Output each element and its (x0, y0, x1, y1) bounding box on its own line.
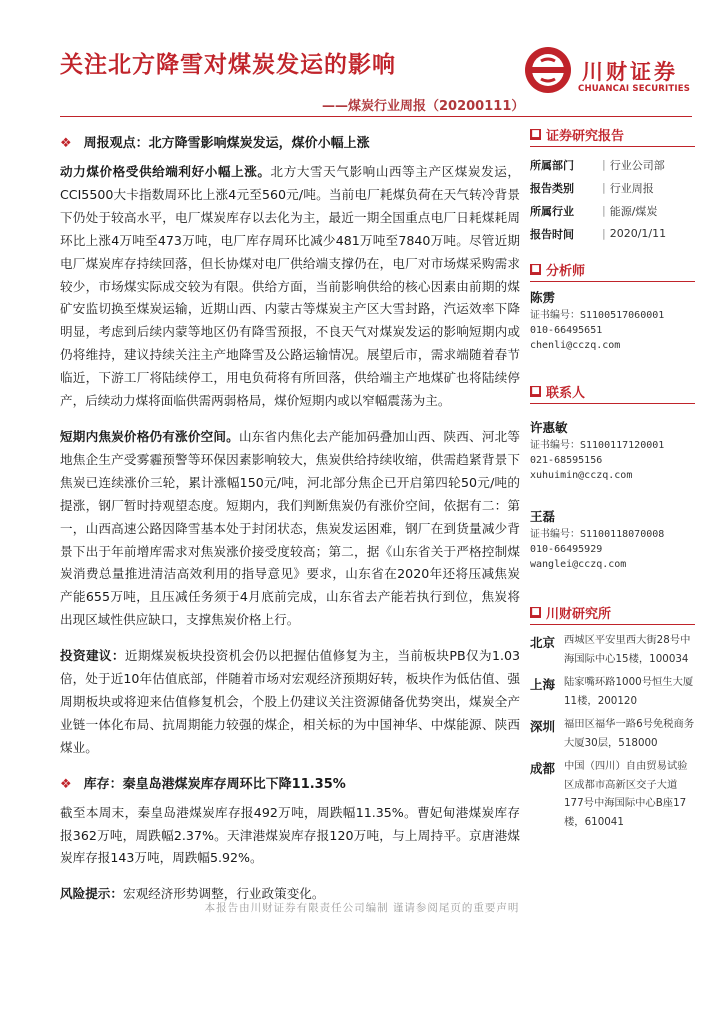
paragraph-lead: 风险提示： (60, 886, 123, 902)
office-address (530, 673, 695, 710)
person-email[interactable]: wanglei@cczq.com (530, 559, 627, 570)
person-phone: 021-68595156 (530, 455, 603, 466)
contact-card (530, 507, 695, 572)
paragraph-inventory: 截至本周末，秦皇岛港煤炭库存报492万吨，周跌幅11.35%。曹妃甸港煤炭库存报362万吨，周跌幅2.37%。天津港煤炭库存报120万吨，与上周持平。京唐港煤炭库存报143万吨，周跌幅5.92%。 (60, 804, 520, 866)
office-text: 福田区福华一路6号免税商务大厦30层，518000 (564, 718, 695, 749)
paragraph-coke (60, 426, 520, 632)
office-city: 深圳 (530, 719, 556, 734)
person-email[interactable]: chenli@cczq.com (530, 340, 621, 351)
office-address (530, 715, 695, 752)
view-heading: ❖ 周报观点：北方降雪影响煤炭发运，煤价小幅上涨 (60, 136, 370, 151)
office-city: 北京 (530, 635, 556, 650)
paragraph-text: 近期煤炭板块投资机会仍以把握估值修复为主，当前板块PB仅为1.03倍，处于近10年估值底部，伴随着市场对宏观经济预期好转，板块作为低估值、强周期板块或将迎来估值修复机会，个股上仍建议关注资源储备优势突出，煤炭全产业链一体化布局、抗周期能力较强的煤企，相关标的为中国神华、中煤能源、陕西煤业。 (60, 648, 521, 755)
paragraph-lead: 投资建议： (60, 648, 125, 664)
chuancai-logo-icon (524, 46, 572, 94)
office-text: 中国（四川）自由贸易试验区成都市高新区交子大道177号中海国际中心B座17楼，610041 (564, 760, 688, 828)
office-address (530, 757, 695, 831)
sidebar-divider (530, 281, 695, 282)
person-cert: 证书编号：S1100118070008 (530, 529, 665, 540)
sidebar-divider (530, 624, 695, 625)
report-info-heading: ■ 证券研究报告 (531, 128, 625, 144)
info-row: 所属行业 | 能源/煤炭 (530, 204, 658, 218)
sidebar (530, 124, 695, 836)
sidebar-divider (530, 403, 695, 404)
person-name: 陈雳 (530, 290, 556, 305)
diamond-icon: ❖ (60, 136, 72, 151)
contact-card (530, 418, 695, 483)
office-city: 成都 (530, 761, 556, 776)
square-icon: ■ (531, 385, 540, 396)
institute-heading: ■ 川财研究所 (531, 606, 612, 622)
info-row: 报告类别 | 行业周报 (530, 181, 654, 195)
person-phone: 010-66495651 (530, 325, 603, 336)
person-name: 许惠敏 (530, 420, 568, 435)
paragraph-text: 北方大雪天气影响山西等主产区煤炭发运，CCI5500大卡指数周环比上涨4元至560元/吨。当前电厂耗煤负荷在天气转冷背景下仍处于较高水平，电厂煤炭库存以去化为主，最近一期全国重点电厂日耗煤耗周环比上涨4万吨至473万吨，电厂库存周环比减少481万吨至7840万吨。尽管近期电厂煤炭库存持续回落，但长协煤对电厂供给端支撑仍在，电厂对市场煤采购需求较少，市场煤实际成交较为有限。供给方面，当前影响供给的核心因素由前期的煤矿安监切换至煤炭运输，近期山西、内蒙古等煤炭主产区大雪封路，汽运效率下降明显，考虑到后续内蒙等地区仍有降雪预报，不良天气对煤炭发运的影响短期内或仍将维持，建议持续关注主产地降雪及公路运输情况。展望后市，需求端随着春节临近，下游工厂将陆续停工，用电负荷将有所回落，供给端主产地煤矿也将陆续停产，后续动力煤将面临供需两弱格局，煤价短期内或以窄幅震荡为主。 (60, 164, 521, 409)
square-icon: ■ (531, 128, 540, 139)
sidebar-divider (530, 146, 695, 147)
report-subtitle: ——煤炭行业周报（20200111） (322, 99, 525, 114)
office-text: 陆家嘴环路1000号恒生大厦11楼，200120 (564, 676, 694, 707)
person-cert: 证书编号：S1100117120001 (530, 440, 665, 451)
person-phone: 010-66495929 (530, 544, 603, 555)
analyst-heading: ■ 分析师 (531, 263, 586, 279)
square-icon: ■ (531, 606, 540, 617)
contact-heading: ■ 联系人 (531, 385, 586, 401)
person-name: 王磊 (530, 509, 556, 524)
diamond-icon: ❖ (60, 776, 72, 792)
paragraph-thermal-coal (60, 161, 520, 413)
logo-name-cn: 川财证券 (582, 60, 678, 84)
info-row: 所属部门 | 行业公司部 (530, 158, 665, 172)
paragraph-lead: 短期内焦炭价格仍有涨价空间。 (60, 428, 239, 444)
paragraph-text: 山东省内焦化去产能加码叠加山西、陕西、河北等地焦企生产受雾霾预警等环保因素影响较大，焦炭供给持续收缩，供需趋紧背景下焦炭已连续涨价三轮，累计涨幅150元/吨，河北部分焦企已开启第四轮50元/吨的提涨，钢厂暂时持观望态度。短期内，我们判断焦炭仍有涨价空间，依据有二：第一，山西高速公路因降雪基本处于封闭状态，焦炭发运困难，钢厂在到货量减少背景下出于年前增库需求对焦炭涨价接受度较高；第二，据《山东省关于严格控制煤炭消费总量推进清洁高效利用的指导意见》要求，山东省在2020年还将压减焦炭产能655万吨，且压减任务须于4月底前完成，山东省去产能若执行到位，焦炭将出现区域性供应缺口，支撑焦炭价格上行。 (60, 428, 521, 628)
info-row: 报告时间 | 2020/1/11 (530, 227, 667, 241)
header-divider (60, 116, 692, 117)
main-content (60, 124, 520, 919)
paragraph-lead: 动力煤价格受供给端利好小幅上涨。 (60, 164, 271, 179)
office-text: 西城区平安里西大街28号中海国际中心15楼，100034 (564, 634, 691, 665)
page-footer: 本报告由川财证券有限责任公司编制 谨请参阅尾页的重要声明 (204, 902, 520, 914)
office-city: 上海 (530, 677, 556, 692)
person-cert: 证书编号：S1100517060001 (530, 310, 665, 321)
square-icon: ■ (531, 263, 540, 274)
logo-name-en: CHUANCAI SECURITIES (578, 84, 691, 94)
inventory-heading: ❖ 库存：秦皇岛港煤炭库存周环比下降11.35% (60, 776, 346, 792)
paragraph-investment (60, 645, 520, 760)
analyst-card (530, 288, 695, 353)
person-email[interactable]: xuhuimin@cczq.com (530, 470, 633, 481)
report-title: 关注北方降雪对煤炭发运的影响 (60, 52, 396, 78)
office-address (530, 631, 695, 668)
paragraph-text: 宏观经济形势调整，行业政策变化。 (122, 886, 325, 902)
